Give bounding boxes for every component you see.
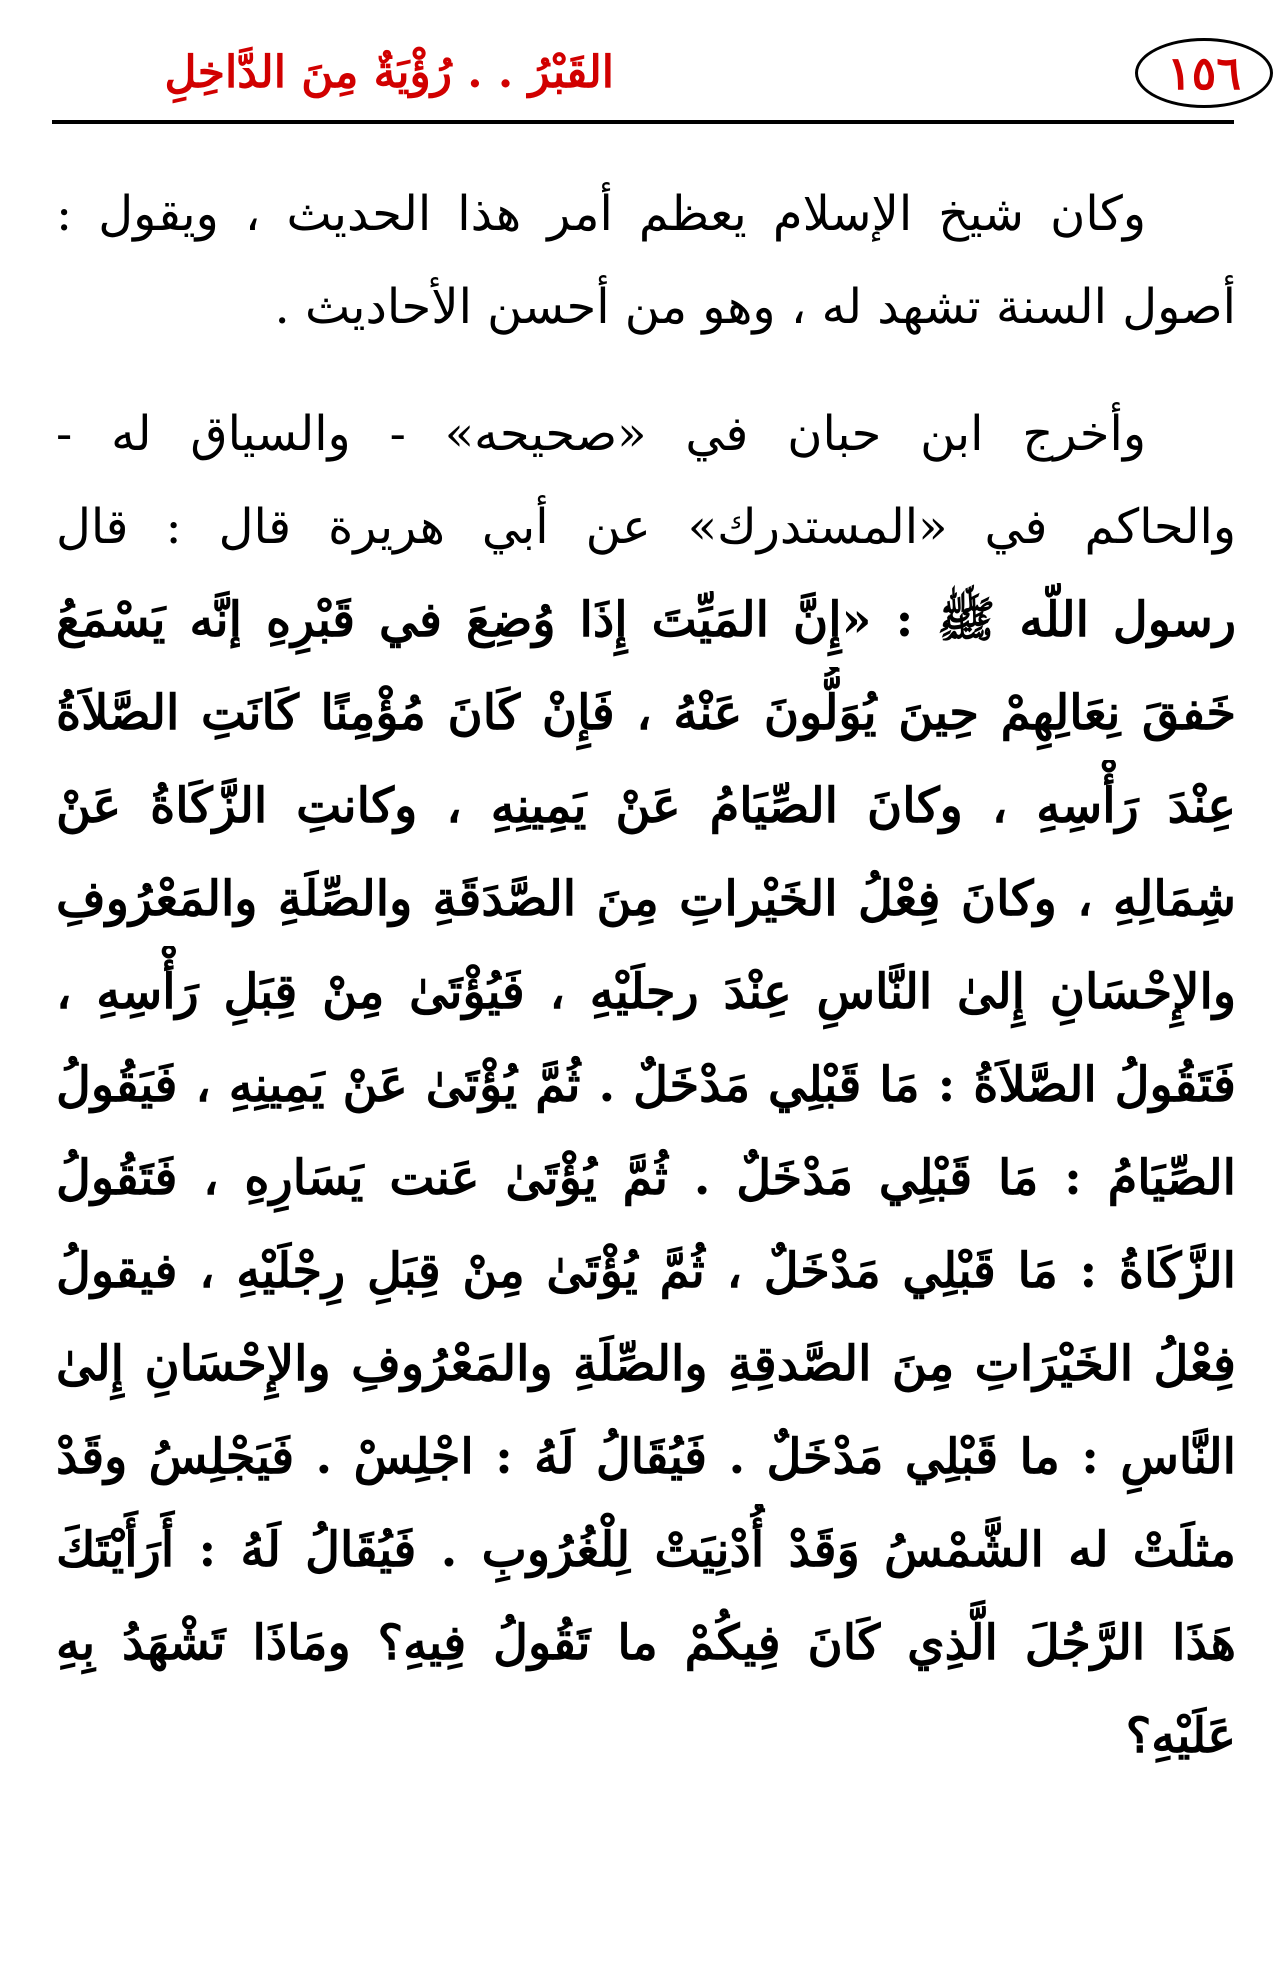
hadith-line: الصِّيَامُ : مَا قَبْلِي مَدْخَلٌ . ثُمَّ يُؤْتَىٰ عَنت يَسَارِهِ ، فَتَقُولُ [56, 1150, 1236, 1206]
hadith-line: والإِحْسَانِ إِلىٰ النَّاسِ عِنْدَ رجلَيْهِ ، فَيُؤْتَىٰ مِنْ قِبَلِ رَأْسِهِ ، [56, 964, 1236, 1020]
text-line: أصول السنة تشهد له ، وهو من أحسن الأحاديث . [274, 279, 1236, 335]
text-line: والحاكم في «المستدرك» عن أبي هريرة قال : قال [56, 499, 1236, 555]
hadith-line: فَتَقُولُ الصَّلاَةُ : مَا قَبْلِي مَدْخَلٌ . ثُمَّ يُؤْتَىٰ عَنْ يَمِينِهِ ، فَيَقُولُ [56, 1057, 1236, 1113]
paragraph-2 [56, 388, 1236, 1783]
paragraph-gap [56, 354, 1236, 388]
page-body [56, 168, 1236, 1783]
hadith-line: مثلَتْ له الشَّمْسُ وَقَدْ أُدْنِيَتْ لِلْغُرُوبِ . فَيُقَالُ لَهُ : أَرَأَيْتَكَ [56, 1522, 1236, 1578]
hadith-line: شِمَالِهِ ، وكانَ فِعْلُ الخَيْراتِ مِنَ الصَّدَقَةِ والصِّلَةِ والمَعْرُوفِ [56, 871, 1236, 927]
hadith-line: خَفقَ نِعَالِهِمْ حِينَ يُوَلُّونَ عَنْهُ ، فَإِنْ كَانَ مُؤْمِنًا كَانَتِ الصَّلاَةُ [56, 685, 1236, 741]
hadith-line: النَّاسِ : ما قَبْلِي مَدْخَلٌ . فَيُقَالُ لَهُ : اجْلِسْ . فَيَجْلِسُ وقَدْ [56, 1429, 1236, 1485]
text-line: وأخرج ابن حبان في «صحيحه» - والسياق له - [56, 406, 1146, 462]
page-number: ١٥٦ [1135, 38, 1273, 108]
text-line: وكان شيخ الإسلام يعظم أمر هذا الحديث ، ويقول : [56, 186, 1146, 242]
hadith-line: الزَّكَاةُ : مَا قَبْلِي مَدْخَلٌ ، ثُمَّ يُؤْتَىٰ مِنْ قِبَلِ رِجْلَيْهِ ، فيقولُ [56, 1243, 1236, 1299]
running-title: القَبْرُ . . رُؤْيَةٌ مِنَ الدَّاخِلِ [164, 47, 614, 98]
page-header [52, 30, 1242, 122]
hadith-line: فِعْلُ الخَيْرَاتِ مِنَ الصَّدقِةِ والصِّلَةِ والمَعْرُوفِ والإِحْسَانِ إِلىٰ [56, 1336, 1236, 1392]
hadith-line: عِنْدَ رَأْسِهِ ، وكانَ الصِّيَامُ عَنْ يَمِينِهِ ، وكانتِ الزَّكَاةُ عَنْ [56, 778, 1236, 834]
hadith-line: عَلَيْهِ؟ [1125, 1708, 1236, 1764]
hadith-line: هَذَا الرَّجُلَ الَّذِي كَانَ فِيكُمْ ما تَقُولُ فِيهِ؟ ومَاذَا تَشْهَدُ بِهِ [56, 1615, 1236, 1671]
hadith-line: رسول اللّه ﷺ : «إِنَّ المَيِّتَ إِذَا وُضِعَ في قَبْرِهِ إنَّه يَسْمَعُ [56, 592, 1236, 648]
header-divider [52, 120, 1234, 124]
paragraph-1 [56, 168, 1236, 354]
